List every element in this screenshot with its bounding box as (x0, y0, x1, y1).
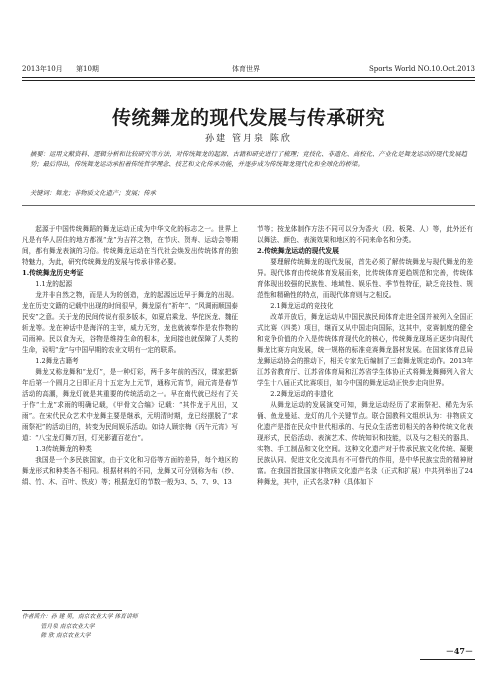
header-rule (22, 77, 475, 78)
footnote-rule (22, 610, 122, 611)
body-paragraph: 节等；按龙体制作方法不同可以分为香火（段、板凳、人）等，此外还有以舞法、颜色、表演效果和地区的不同来命名和分类。 (257, 225, 473, 244)
page-number-rule (420, 659, 475, 660)
body-paragraph: 我国是一个多民族国家，由于文化和习俗等方面的差异，每个地区的舞龙形式和种类各不相同。根据材料的不同，龙舞又可分别称为布（纱、绢、竹、木、百叶、铁皮）等；根据龙灯的节数一般为3、5、7、9、13 (22, 456, 238, 486)
body-column-left (22, 224, 238, 488)
header-journal-cn: 体育世界 (232, 65, 260, 73)
header-date: 2013年10月 (22, 65, 63, 73)
article-authors: 孙建 管月泉 陈欣 (205, 134, 292, 144)
body-column-right (257, 224, 473, 488)
section-heading: 2.传统舞龙运动的现代发展 (257, 247, 339, 255)
body-paragraph: 舞龙又称龙舞和“龙灯”，是一种灯彩，两千多年前的西汉，课家把新年后第一个圆月之日即正月十五定为上元节，通称元宵节，闹元宵是春节活动的高潮，舞龙灯就是其重要的传统活动之一。早在南代就已经有了关于作“土龙”求雨的明确记载，《甲骨文合编》记载：“其作龙于凡田，又雨”。在宋代民众艺术中龙舞主要是继承，元明清时期，龙已经摆脱了“求雨祭祀”的活动目的，转变为民间娱乐活动。如诗人顾宗梅《丙午元宵》写道：“八宝龙灯舞万回，灯光影灌百花台”。 (22, 368, 238, 442)
keywords: 关键词：舞龙；非物质文化遗产；发展；传承 (30, 190, 156, 197)
header-issue: 第10期 (76, 65, 99, 73)
subsection-heading: 1.2舞龙古籍考 (35, 357, 79, 365)
header-journal-en: Sports World NO.10.Oct.2013 (368, 65, 475, 73)
page-number: －47－ (445, 646, 473, 656)
subsection-heading: 2.1舞龙运动的竞技化 (270, 302, 334, 310)
subsection-heading: 1.3传统舞龙的种类 (35, 445, 92, 453)
body-paragraph: 改革开放后，舞龙运动从中国民族民间体育走进全国并被列入全国正式比赛（四类）项目，继而又从中国走向国际，这其中，竞赛制度的健全和竞争价值的介入是传统体育现代化的核心，传统舞龙现场正逐步向现代舞龙比赛方向发展，统一规格的标准竞赛舞龙器材发展。在国家体育总局龙狮运动协会的推动下，相关专家先后编制了三套舞龙规定动作。2013年江苏省教育厅、江苏省体育局和江苏省学生体协正式将舞龙舞狮列入省大学生十八届正式比赛项目，如今中国的舞龙运动正快步走向世界。 (257, 313, 473, 387)
body-paragraph: 龙并非自然之物，而是人为的创造，龙的起源远近早于舞龙的出现。龙在历史文籍的记载中出现的时间很早，舞龙原有“祈年”、“风调雨顺国泰民安”之意。关于龙的民间传说有很多版本，如夏启乘龙、华佗医龙、魏征斩龙等。龙在神话中是海洋的主宰，威力无穷，龙也就被奉作是农作物的司雨神。民以食为天，谷物是维持生命的根本，龙间接也就保障了人类的生命，说明“龙”与中国早期的农业文明有一定的联系。 (22, 291, 238, 354)
subsection-heading: 2.2舞龙运动的非遗化 (270, 390, 334, 398)
subsection-heading: 1.1龙的起源 (35, 280, 73, 288)
abstract-separator (22, 205, 475, 206)
body-paragraph: 要理解传统舞龙的现代发展，首先必须了解传统舞龙与现代舞龙的差异。现代体育由传统体育发展而来，比传统体育更趋规范和完善，传统体育体现出较强的民族性、地域性、娱乐性、季节性特征，缺乏竞技性、规范性和精确性的特点，而现代体育则与之相反。 (257, 258, 473, 299)
abstract: 摘要：运用文献资料、逻辑分析和比较研究等方法，对传统舞龙的起源、古籍和研史进行了梳理；竞技化、非遗化、高校化、产业化是舞龙运动的现代发展趋势；最后得出，传统舞龙运动承担着传统哲学理念、技艺和文化传承功能，并逐步成为传统舞龙现代化和全球化的桥梁。 (30, 151, 467, 168)
section-heading: 1.传统舞龙历史考证 (22, 269, 84, 277)
author-note-line: 作者简介：孙 建 男，南京农业大学 体育讲师 (22, 614, 138, 620)
author-note (22, 613, 238, 642)
body-paragraph: 起源于中国传统舞蹈的舞龙运动正成为中华文化的标志之一。世界上凡是有华人居住的地方都视“龙”为吉祥之物，在节庆、贺寿、运动会等期间，都有舞龙表演的习俗。传统舞龙运动在当代社会焕发出传统体育的独特魅力，为此，研究传统舞龙的发展与传承非常必要。 (22, 225, 238, 266)
running-header (22, 63, 475, 75)
author-note-line: 管月泉 南京农业大学 (40, 623, 95, 630)
header-rule-thin (22, 80, 475, 81)
author-note-line: 陈 欣 南京农业大学 (40, 633, 91, 639)
article-title: 传统舞龙的现代发展与传承研究 (111, 107, 385, 129)
body-paragraph: 从舞龙运动的发展演变可知，舞龙运动经历了求雨祭祀、稀先为乐俑、鱼龙曼延、龙灯的几个关键节点。联合国教科文组织认为：非物质文化遗产是指在民众中世代相承的、与民众生活密切相关的各种传统文化表现形式，民俗活动、表演艺术、传统知识和技能，以及与之相关的器具、实物、手工制品和文化空间。这种文化遗产对于传承民族文化传统、凝聚民族认同、促进文化交流具有不可替代的作用，是中华民族宝贵的精神财富。在我国首批国家非物质文化遗产名录（正式和扩展）中共列举出了24种舞龙，其中，正式名录7种（具体如下 (257, 401, 473, 486)
